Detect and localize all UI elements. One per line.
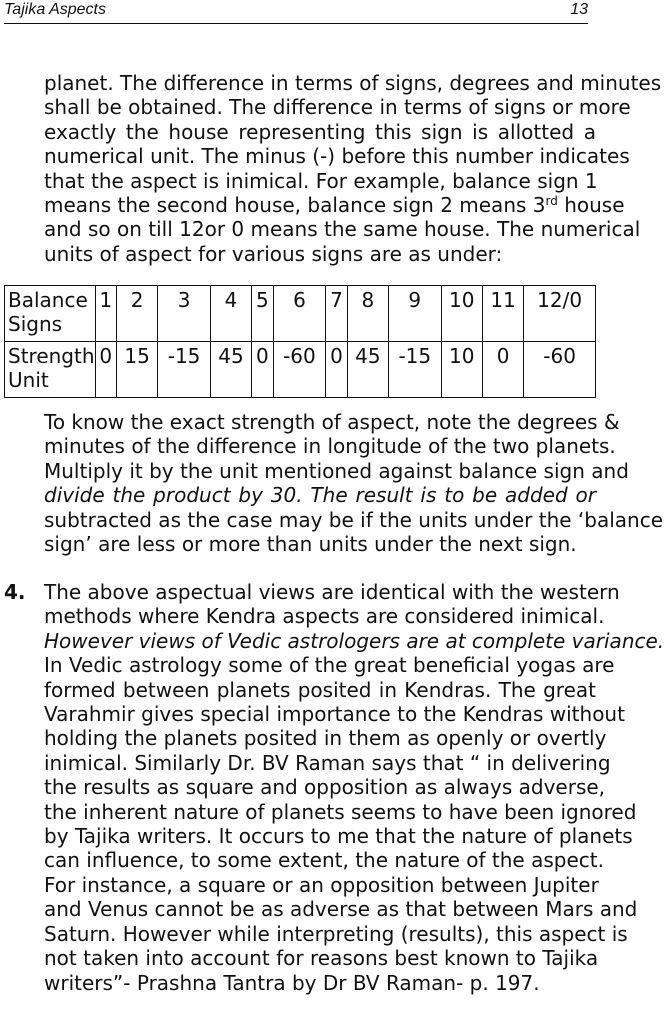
note-line: To know the exact strength of aspect, note the degrees & [44, 410, 620, 434]
strength-unit-label [5, 342, 96, 398]
item-4-paragraph [44, 580, 664, 995]
intro-line: units of aspect for various signs are as under: [44, 241, 503, 266]
item4-line: holding the planets posited in them as openly or overtly [44, 726, 607, 751]
intro-line-with-sup [44, 193, 625, 218]
strength-note-paragraph [44, 410, 664, 557]
label-line: Unit [8, 368, 49, 392]
intro-line: and so on till 12or 0 means the same house. The numerical [44, 217, 641, 242]
sign-cell: 7 [326, 286, 347, 342]
sign-cell: 2 [116, 286, 157, 342]
item4-line: the inherent nature of planets seems to have been ignored [44, 799, 637, 824]
item4-line: In Vedic astrology some of the great beneficial yogas are [44, 653, 615, 678]
label-line: Strength [8, 344, 95, 368]
sign-cell: 1 [95, 286, 116, 342]
unit-cell: 15 [116, 342, 157, 398]
intro-line: shall be obtained. The difference in terms of signs or more [44, 95, 631, 120]
intro-line: numerical unit. The minus (-) before this number indicates [44, 144, 630, 169]
item4-line: writers”- Prashna Tantra by Dr BV Raman- p. 197. [44, 970, 540, 995]
item4-line: formed between planets posited in Kendras. The great [44, 677, 596, 702]
unit-cell: 0 [482, 342, 523, 398]
item4-line: by Tajika writers. It occurs to me that the nature of planets [44, 824, 633, 849]
item4-line: However views of Vedic astrologers are at complete variance. [44, 628, 664, 653]
item4-line: The above aspectual views are identical with the western [44, 580, 620, 604]
page-number: 13 [570, 1, 588, 18]
intro-line-start: means the second house, balance sign 2 means 3 [44, 193, 546, 218]
label-line: Signs [8, 312, 63, 336]
item4-line: can influence, to some extent, the nature of the aspect. [44, 848, 604, 873]
unit-cell: 0 [95, 342, 116, 398]
sign-cell: 6 [273, 286, 326, 342]
unit-cell: 10 [441, 342, 482, 398]
unit-cell: 0 [326, 342, 347, 398]
sign-cell: 3 [158, 286, 211, 342]
sign-cell: 12/0 [524, 286, 596, 342]
header-rule [4, 23, 588, 24]
intro-line: exactly the house representing this sign is allotted a [44, 119, 596, 144]
sign-cell: 9 [389, 286, 442, 342]
sign-cell: 11 [482, 286, 523, 342]
unit-cell: -15 [389, 342, 442, 398]
intro-paragraph [44, 71, 662, 266]
balance-signs-label [5, 286, 96, 342]
unit-cell: -60 [524, 342, 596, 398]
intro-line-tail: house [557, 193, 625, 218]
aspect-units-table [4, 285, 596, 398]
sign-cell: 4 [210, 286, 251, 342]
sign-cell: 8 [347, 286, 388, 342]
running-title: Tajika Aspects [4, 1, 106, 18]
unit-cell: 0 [252, 342, 273, 398]
sign-cell: 10 [441, 286, 482, 342]
item4-line: the results as square and opposition as always adverse, [44, 775, 606, 800]
unit-cell: 45 [347, 342, 388, 398]
item4-line: not taken into account for reasons best known to Tajika [44, 946, 599, 971]
item4-line: and Venus cannot be as adverse as that between Mars and [44, 897, 638, 922]
intro-line: planet. The difference in terms of signs, degrees and minutes [44, 71, 662, 95]
intro-line: that the aspect is inimical. For example, balance sign 1 [44, 168, 598, 193]
item4-line: inimical. Similarly Dr. BV Raman says that “ in delivering [44, 750, 611, 775]
unit-cell: -60 [273, 342, 326, 398]
note-line: subtracted as the case may be if the units under the ‘balance [44, 507, 664, 532]
item4-line: methods where Kendra aspects are considered inimical. [44, 604, 605, 629]
note-line: sign’ are less or more than units under the next sign. [44, 532, 577, 557]
superscript-rd: rd [545, 194, 558, 209]
note-line: divide the product by 30. The result is to be added or [44, 483, 596, 508]
item4-line: Varahmir gives special importance to the Kendras without [44, 702, 625, 727]
strength-unit-row [5, 342, 596, 398]
running-header [4, 0, 588, 22]
sign-cell: 5 [252, 286, 273, 342]
list-number-4: 4. [4, 580, 26, 604]
item4-line: For instance, a square or an opposition between Jupiter [44, 872, 599, 897]
label-line: Balance [8, 288, 88, 312]
note-line: Multiply it by the unit mentioned against balance sign and [44, 458, 629, 483]
balance-signs-row [5, 286, 596, 342]
unit-cell: 45 [210, 342, 251, 398]
item4-line: Saturn. However while interpreting (results), this aspect is [44, 921, 628, 946]
unit-cell: -15 [158, 342, 211, 398]
note-line: minutes of the difference in longitude of the two planets. [44, 434, 616, 459]
